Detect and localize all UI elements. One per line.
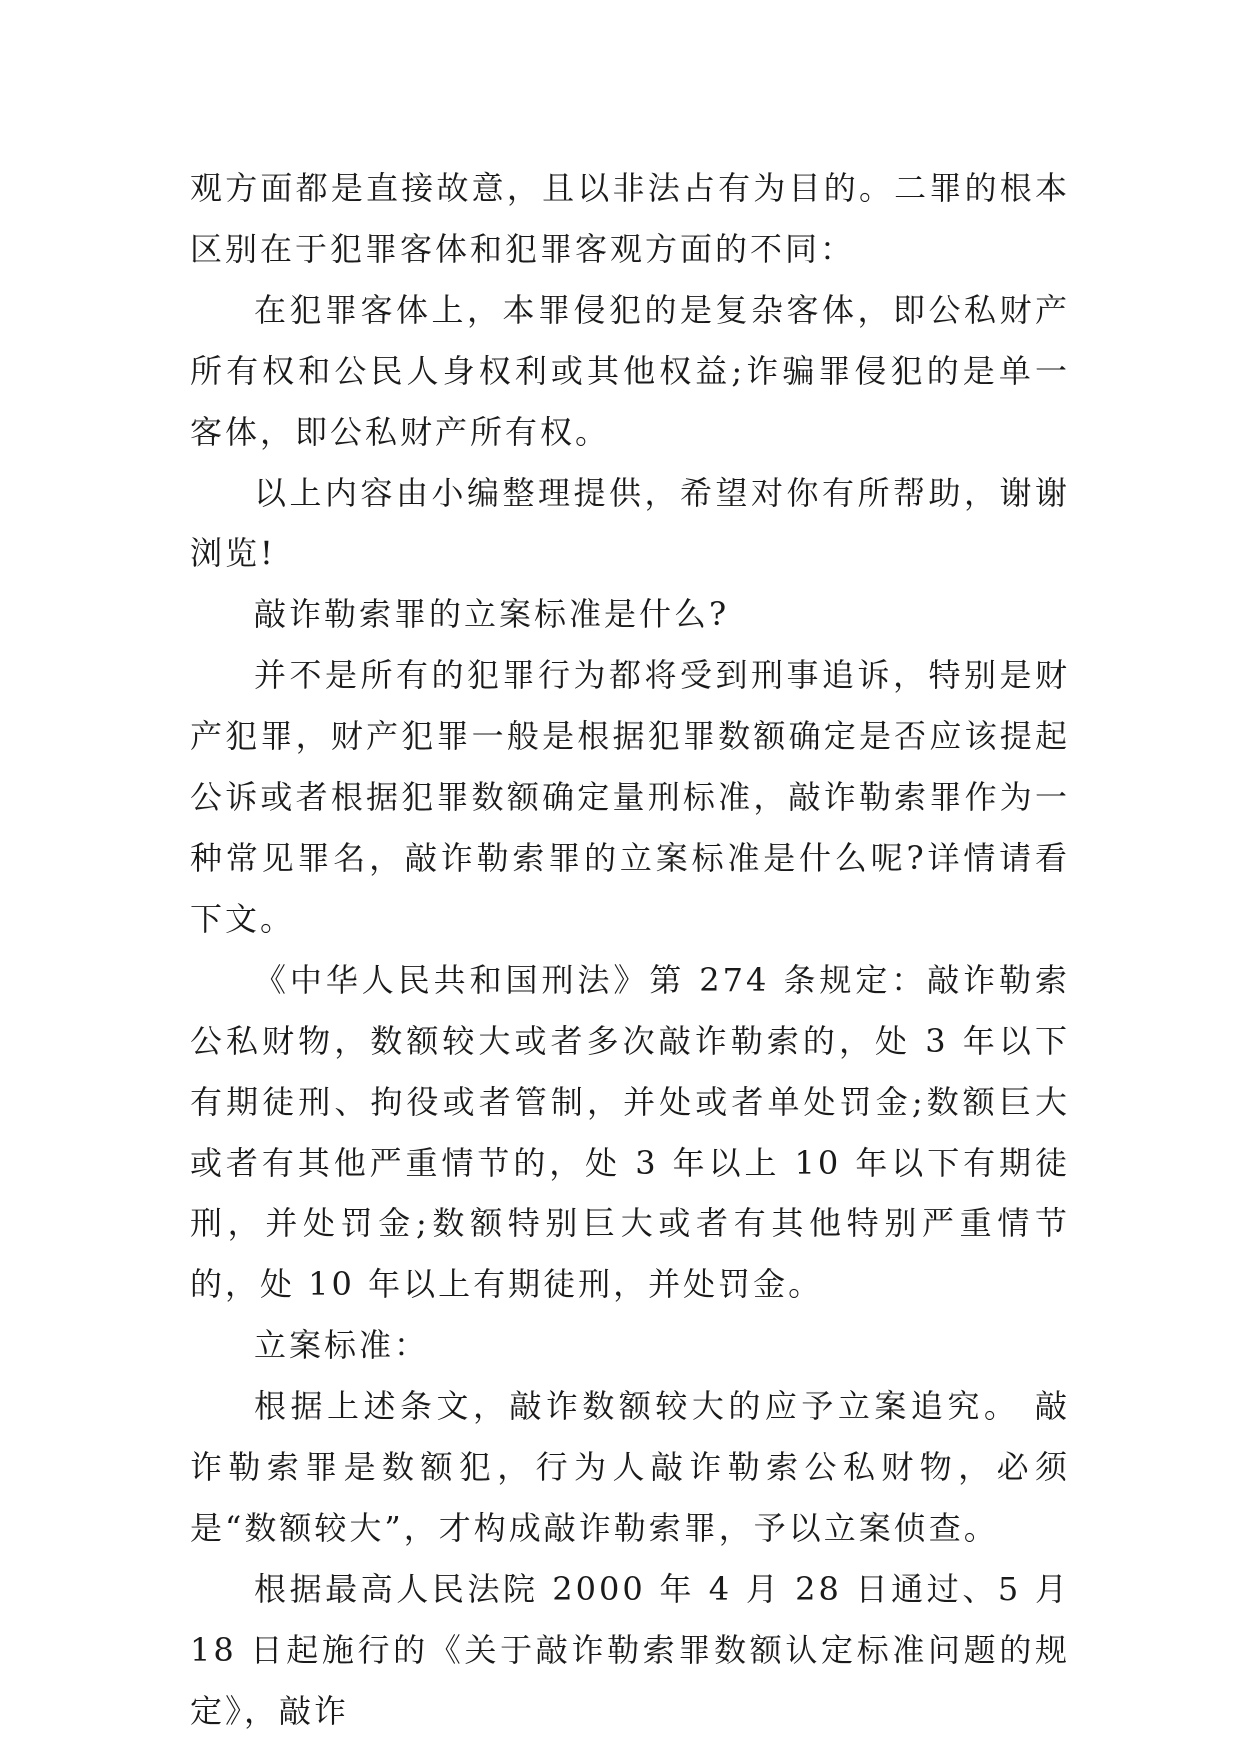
paragraph-amount-requirement: 根据上述条文，敲诈数额较大的应予立案追究。 敲诈勒索罪是数额犯，行为人敲诈勒索公私财物，必须是“数额较大”，才构成敲诈勒索罪，予以立案侦查。 [190,1387,1070,1547]
paragraph-introduction: 并不是所有的犯罪行为都将受到刑事追诉，特别是财产犯罪，财产犯罪一般是根据犯罪数额确定是否应该提起公诉或者根据犯罪数额确定量刑标准，敲诈勒索罪作为一种常见罪名，敲诈勒索罪的立案标准是什么呢?详情请看下文。 [190,656,1070,938]
section-heading-filing-standard: 敲诈勒索罪的立案标准是什么? [254,595,730,634]
paragraph-object-of-crime: 在犯罪客体上，本罪侵犯的是复杂客体，即公私财产所有权和公民人身权利或其他权益;诈骗罪侵犯的是单一客体，即公私财产所有权。 [190,290,1070,451]
document-body [190,158,1070,1742]
paragraph-supreme-court-rule: 根据最高人民法院 2000 年 4 月 28 日通过、5 月 18 日起施行的《关于敲诈勒索罪数额认定标准问题的规定》，敲诈 [190,1569,1070,1730]
paragraph-closing-note: 以上内容由小编整理提供，希望对你有所帮助，谢谢浏览! [190,473,1070,573]
paragraph-criminal-law-article-274: 《中华人民共和国刑法》第 274 条规定：敲诈勒索公私财物，数额较大或者多次敲诈勒索的，处 3 年以下有期徒刑、拘役或者管制，并处或者单处罚金;数额巨大或者有其他严重情节的，处 3 年以上 10 年以下有期徒刑，并处罚金;数额特别巨大或者有其他特别严重情节的，处 10 年以上有期徒刑，并处罚金。 [190,960,1070,1304]
paragraph-continued: 观方面都是直接故意，且以非法占有为目的。二罪的根本区别在于犯罪客体和犯罪客观方面的不同： [190,169,1070,268]
subheading-filing-standard: 立案标准： [254,1326,430,1365]
